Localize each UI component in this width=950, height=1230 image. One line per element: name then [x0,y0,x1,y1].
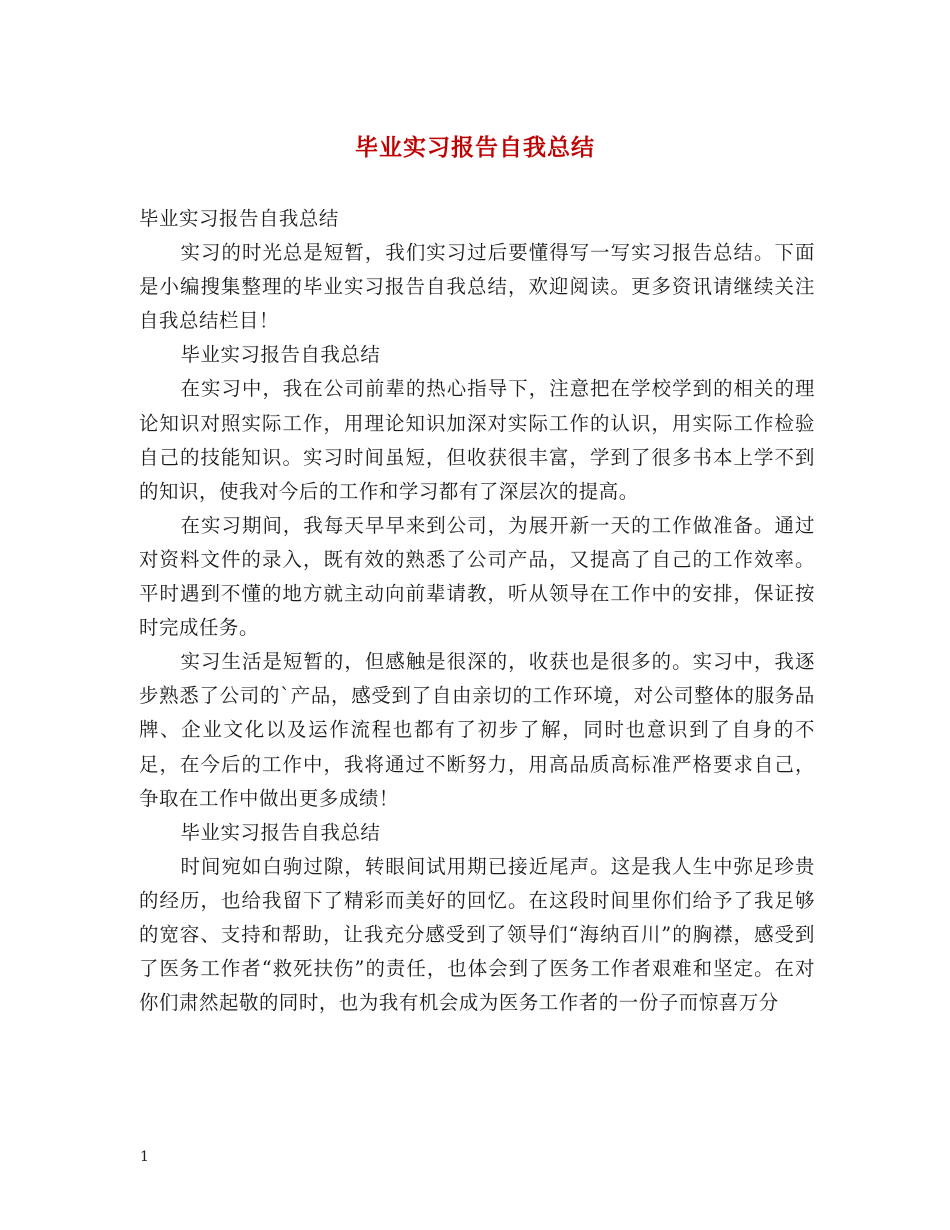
paragraph: 实习生活是短暂的，但感触是很深的，收获也是很多的。实习中，我逐步熟悉了公司的`产品，感受到了自由亲切的工作环境，对公司整体的服务品牌、企业文化以及运作流程也都有了初步了解，同时也意识到了自身的不足，在今后的工作中，我将通过不断努力，用高品质高标准严格要求自己，争取在工作中做出更多成绩！ [139,650,815,810]
paragraph: 时间宛如白驹过隙，转眼间试用期已接近尾声。这是我人生中弥足珍贵的经历，也给我留下了精彩而美好的回忆。在这段时间里你们给予了我足够的宽容、支持和帮助，让我充分感受到了领导们“海纳百川”的胸襟，感受到了医务工作者“救死扶伤”的责任，也体会到了医务工作者艰难和坚定。在对你们肃然起敬的同时，也为我有机会成为医务工作者的一份子而惊喜万分 [139,854,815,1015]
page-number: 1 [140,1149,149,1165]
document-body [139,202,815,1020]
document-title: 毕业实习报告自我总结 [355,134,595,161]
section-heading: 毕业实习报告自我总结 [180,820,381,844]
paragraph: 实习的时光总是短暂，我们实习过后要懂得写一写实习报告总结。下面是小编搜集整理的毕业实习报告自我总结，欢迎阅读。更多资讯请继续关注自我总结栏目！ [139,241,815,333]
section-heading: 毕业实习报告自我总结 [180,343,381,367]
paragraph: 在实习中，我在公司前辈的热心指导下，注意把在学校学到的相关的理论知识对照实际工作，用理论知识加深对实际工作的认识，用实际工作检验自己的技能知识。实习时间虽短，但收获很丰富，学到了很多书本上学不到的知识，使我对今后的工作和学习都有了深层次的提高。 [139,377,815,503]
paragraph: 在实习期间，我每天早早来到公司，为展开新一天的工作做准备。通过对资料文件的录入，既有效的熟悉了公司产品，又提高了自己的工作效率。平时遇到不懂的地方就主动向前辈请教，听从领导在工作中的安排，保证按时完成任务。 [139,513,815,640]
paragraph: 毕业实习报告自我总结 [139,207,339,230]
